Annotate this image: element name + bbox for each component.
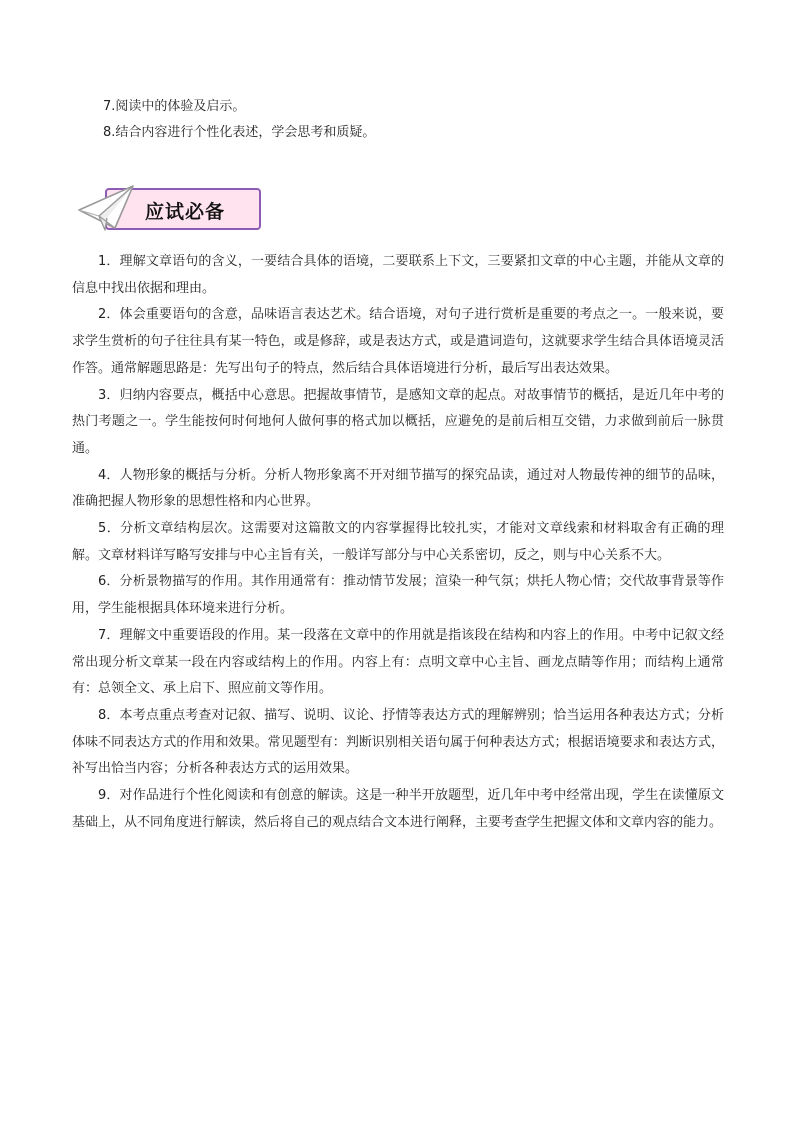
paper-plane-icon <box>75 180 139 236</box>
section-banner <box>75 180 265 236</box>
intro-list <box>103 94 723 146</box>
section-title: 应试必备 <box>145 201 226 223</box>
paragraph: 3．归纳内容要点，概括中心意思。把握故事情节，是感知文章的起点。对故事情节的概括，是近几年中考的热门考题之一。学生能按何时何地何人做何事的格式加以概括，应避免的是前后相互交错，力求做到前后一脉贯通。 <box>72 387 724 456</box>
paragraph: 7．理解文中重要语段的作用。某一段落在文章中的作用就是指该段在结构和内容上的作用。中考中记叙文经常出现分析文章某一段在内容或结构上的作用。内容上有：点明文章中心主旨、画龙点睛等作用；而结构上通常有：总领全文、承上启下、照应前文等作用。 <box>72 627 724 697</box>
paragraph: 4．人物形象的概括与分析。分析人物形象离不开对细节描写的探究品读，通过对人物最传神的细节的品味，准确把握人物形象的思想性格和内心世界。 <box>72 467 724 510</box>
intro-item: 8.结合内容进行个性化表述，学会思考和质疑。 <box>103 125 376 140</box>
body-text <box>72 249 724 836</box>
paragraph: 6．分析景物描写的作用。其作用通常有：推动情节发展；渲染一种气氛；烘托人物心情；交代故事背景等作用，学生能根据具体环境来进行分析。 <box>72 574 724 617</box>
paragraph: 9．对作品进行个性化阅读和有创意的解读。这是一种半开放题型，近几年中考中经常出现，学生在读懂原文基础上，从不同角度进行解读，然后将自己的观点结合文本进行阐释，主要考查学生把握文体和文章内容的能力。 <box>72 788 724 830</box>
intro-item: 7.阅读中的体验及启示。 <box>103 99 246 114</box>
paragraph: 5．分析文章结构层次。这需要对这篇散文的内容掌握得比较扎实，才能对文章线索和材料取舍有正确的理解。文章材料详写略写安排与中心主旨有关，一般详写部分与中心关系密切，反之，则与中心关系不大。 <box>72 521 724 563</box>
paragraph: 1．理解文章语句的含义，一要结合具体的语境，二要联系上下文，三要紧扣文章的中心主题，并能从文章的信息中找出依据和理由。 <box>72 254 724 296</box>
paragraph: 8．本考点重点考查对记叙、描写、说明、议论、抒情等表达方式的理解辨别；恰当运用各种表达方式；分析体味不同表达方式的作用和效果。常见题型有：判断识别相关语句属于何种表达方式；根据语境要求和表达方式，补写出恰当内容；分析各种表达方式的运用效果。 <box>72 707 724 777</box>
paragraph: 2．体会重要语句的含意，品味语言表达艺术。结合语境，对句子进行赏析是重要的考点之一。一般来说，要求学生赏析的句子往往具有某一特色，或是修辞，或是表达方式，或是遣词造句，这就要求学生结合具体语境灵活作答。通常解题思路是：先写出句子的特点，然后结合具体语境进行分析，最后写出表达效果。 <box>72 307 724 376</box>
